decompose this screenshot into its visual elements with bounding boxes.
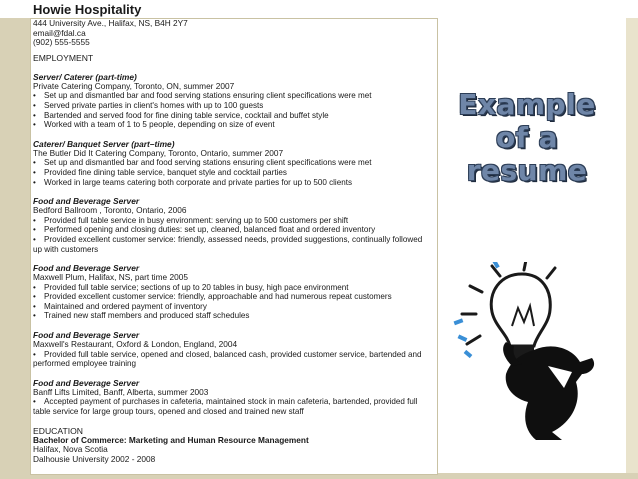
example-line-2: of a: [495, 121, 559, 154]
job-bullet: • Provided full table service in busy environment: serving up to 500 customers per shift: [33, 215, 349, 225]
job-employer: Bedford Ballroom , Toronto, Ontario, 2006: [33, 205, 187, 216]
example-line-1: Example: [458, 88, 596, 121]
job-entry: [33, 378, 433, 417]
lightbulb-idea-man-icon: [452, 262, 602, 442]
right-edge-band: [626, 18, 638, 479]
education-heading: EDUCATION: [33, 425, 83, 436]
left-background-band: [0, 18, 30, 479]
example-line-3: resume: [466, 154, 588, 187]
education-school: Dalhousie University 2002 - 2008: [33, 453, 156, 464]
job-employer: Private Catering Company, Toronto, ON, summer 2007: [33, 80, 235, 91]
example-heading: [452, 88, 602, 187]
job-bullet: • Provided excellent customer service: friendly, assessed needs, provided suggestions, continually followed up with customers: [33, 234, 423, 254]
job-bullet: • Provided full table service; sections of up to 20 tables in busy, high pace environment: [33, 282, 349, 292]
job-bullet: • Accepted payment of purchases in cafeteria, maintained stock in main cafeteria, bartended, provided full table service for large group tours, opened and closed and trained new staff: [33, 397, 418, 417]
job-bullet: • Maintained and ordered payment of inventory: [33, 301, 207, 311]
job-title: Food and Beverage Server: [33, 377, 140, 388]
job-entry: [33, 196, 433, 254]
education-degree: Bachelor of Commerce: Marketing and Human Resource Management: [33, 434, 309, 445]
job-bullet: • Performed opening and closing duties: set up, cleaned, balanced float and ordered inventory: [33, 225, 376, 235]
job-entry: [33, 139, 433, 187]
job-title: Food and Beverage Server: [33, 196, 140, 207]
job-entry: [33, 263, 433, 321]
job-bullet: • Worked in large teams catering both corporate and private parties for up to 500 clients: [33, 177, 353, 187]
education-location: Halifax, Nova Scotia: [33, 444, 108, 455]
job-bullet: • Provided fine dining table service, banquet style and cocktail parties: [33, 167, 287, 177]
job-bullet: • Bartended and served food for fine dining table service, cocktail and buffet style: [33, 110, 329, 120]
job-bullet: • Served private parties in client's homes with up to 100 guests: [33, 100, 264, 110]
man-silhouette-icon: [506, 346, 594, 440]
job-employer: The Butler Did It Catering Company, Toronto, Ontario, summer 2007: [33, 147, 284, 158]
job-bullet: • Provided excellent customer service: friendly, approachable and had numerous repeat customers: [33, 292, 392, 302]
job-title: Caterer/ Banquet Server (part–time): [33, 138, 175, 149]
resume-body: [33, 19, 433, 464]
job-entry: [33, 330, 433, 369]
employment-heading: EMPLOYMENT: [33, 52, 94, 63]
job-bullet: • Set up and dismantled bar and food serving stations ensuring client specifications were met: [33, 91, 372, 101]
lightbulb-icon: [491, 274, 550, 346]
job-employer: Maxwell Plum, Halifax, NS, part time 2005: [33, 272, 188, 283]
job-bullet: • Set up and dismantled bar and food serving stations ensuring client specifications were met: [33, 158, 372, 168]
job-bullet: • Provided full table service, opened and closed, balanced cash, provided customer service, bartended and performed employee training: [33, 349, 422, 369]
contact-phone: (902) 555-5555: [33, 37, 90, 48]
job-title: Food and Beverage Server: [33, 330, 140, 341]
job-bullet: • Trained new staff members and produced staff schedules: [33, 311, 250, 321]
contact-address: 444 University Ave., Halifax, NS, B4H 2Y7: [33, 18, 188, 28]
resume-name: Howie Hospitality: [33, 2, 142, 17]
job-employer: Banff Lifts Limited, Banff, Alberta, summer 2003: [33, 386, 209, 397]
job-bullet: • Worked with a team of 1 to 5 people, depending on size of event: [33, 120, 275, 130]
job-entry: [33, 72, 433, 130]
job-title: Food and Beverage Server: [33, 263, 140, 274]
job-title: Server/ Caterer (part-time): [33, 71, 137, 82]
contact-email: email@fdal.ca: [33, 27, 86, 38]
job-employer: Maxwell's Restaurant, Oxford & London, England, 2004: [33, 339, 238, 350]
